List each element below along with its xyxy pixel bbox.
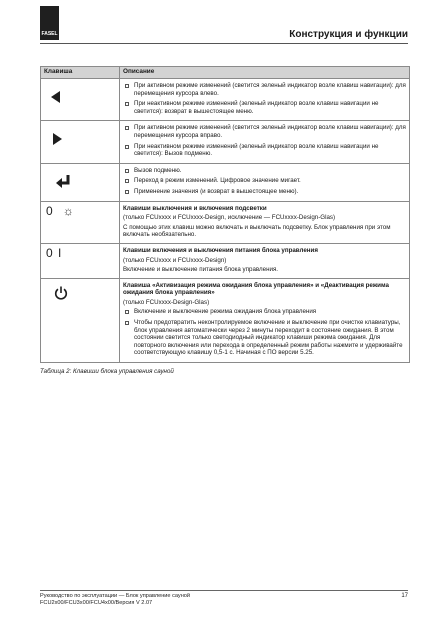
key-cell xyxy=(41,278,120,362)
footer xyxy=(40,593,190,607)
description-cell xyxy=(120,278,410,362)
key-cell xyxy=(41,201,120,243)
table-row xyxy=(41,121,410,163)
list-item: При активном режиме изменений (светится зеленый индикатор возле клавиш навигации): для перемещения курсора влево. xyxy=(123,82,406,97)
description-cell xyxy=(120,163,410,201)
description-cell xyxy=(120,201,410,243)
footer-line-2: FCU2x00/FCU3x00/FCU4x00/Версия V 2.07 xyxy=(40,600,153,606)
row-subtitle: (только FCUxxxx-Design-Glas) xyxy=(123,298,210,306)
table-caption: Таблица 2: Клавиши блока управления сауной xyxy=(40,368,174,375)
row-title: Клавиши включения и выключения питания блока управления xyxy=(123,246,318,254)
list-item: Вызов подменю. xyxy=(123,167,406,175)
page-number: 17 xyxy=(401,593,408,599)
list-item: Включение и выключение режима ожидания блока управления xyxy=(123,308,406,316)
description-cell xyxy=(120,121,410,163)
table-row xyxy=(41,243,410,278)
key-cell xyxy=(41,243,120,278)
list-item: При активном режиме изменений (светится зеленый индикатор возле клавиш навигации): для перемещения курсора вправо. xyxy=(123,124,406,139)
arrow-right-icon xyxy=(53,133,62,145)
power-switch-key-label: 0 I xyxy=(46,245,63,260)
table-row xyxy=(41,278,410,362)
enter-icon xyxy=(54,174,74,190)
list-item: При неактивном режиме изменений (зеленый индикатор возле клавиш навигации не светится): возврат в вышестоящее меню. xyxy=(123,100,406,115)
light-off-key-label: 0 xyxy=(46,203,54,218)
list-item: Переход в режим изменений. Цифровое значение мигает. xyxy=(123,177,406,185)
description-cell xyxy=(120,243,410,278)
power-icon xyxy=(53,285,69,301)
description-cell xyxy=(120,79,410,121)
key-cell xyxy=(41,79,120,121)
column-header-key: Клавиша xyxy=(41,67,120,79)
sun-icon: ☼ xyxy=(62,203,74,218)
arrow-left-icon xyxy=(51,91,60,103)
table-row xyxy=(41,163,410,201)
row-title: Клавиша «Активизация режима ожидания блока управления» и «Деактивация режима ожидания блока управления» xyxy=(123,281,389,297)
brand-logo xyxy=(40,6,59,40)
key-cell xyxy=(41,121,120,163)
column-header-description: Описание xyxy=(120,67,410,79)
row-title: Клавиши выключения и включения подсветки xyxy=(123,204,267,212)
table-row xyxy=(41,79,410,121)
list-item: Применение значения (и возврат в вышестоящее меню). xyxy=(123,188,406,196)
footer-line-1: Руководство по эксплуатации — Блок управление сауной xyxy=(40,593,191,599)
key-cell xyxy=(41,163,120,201)
table-row xyxy=(41,201,410,243)
page-title: Конструкция и функции xyxy=(289,29,408,40)
row-subtitle: (только FCUxxxx и FCUxxxx-Design) xyxy=(123,256,227,264)
logo-text: FASEL xyxy=(41,31,58,37)
row-subtitle: (только FCUxxxx и FCUxxxx-Design, исключение — FCUxxxx-Design-Glas) xyxy=(123,214,336,222)
list-item: При неактивном режиме изменений (зеленый индикатор возле клавиш навигации не светится): Вызов подменю. xyxy=(123,143,406,158)
footer-divider xyxy=(40,590,408,591)
keys-table xyxy=(40,66,410,363)
row-text: Включение и выключение питания блока управления. xyxy=(123,266,279,274)
row-text: С помощью этих клавиш можно включать и выключать подсветку. Блок управления при этом включать необязательно. xyxy=(123,223,391,239)
list-item: Чтобы предотвратить неконтролируемое включение и выключение при очистке клавиатуры, блок управления автоматически через 2 минуты переходит в состояние ожидания. В этом состоянии светится только светодиодный индикатор клавиши режима ожидания. Для повторного включения или перехода в определенный режим работы нажмите и удерживайте соответствующую клавишу 0,5-1 с. Начиная с ПО версии 5.25. xyxy=(123,319,406,357)
title-divider xyxy=(40,43,408,44)
table-header-row xyxy=(41,67,410,79)
